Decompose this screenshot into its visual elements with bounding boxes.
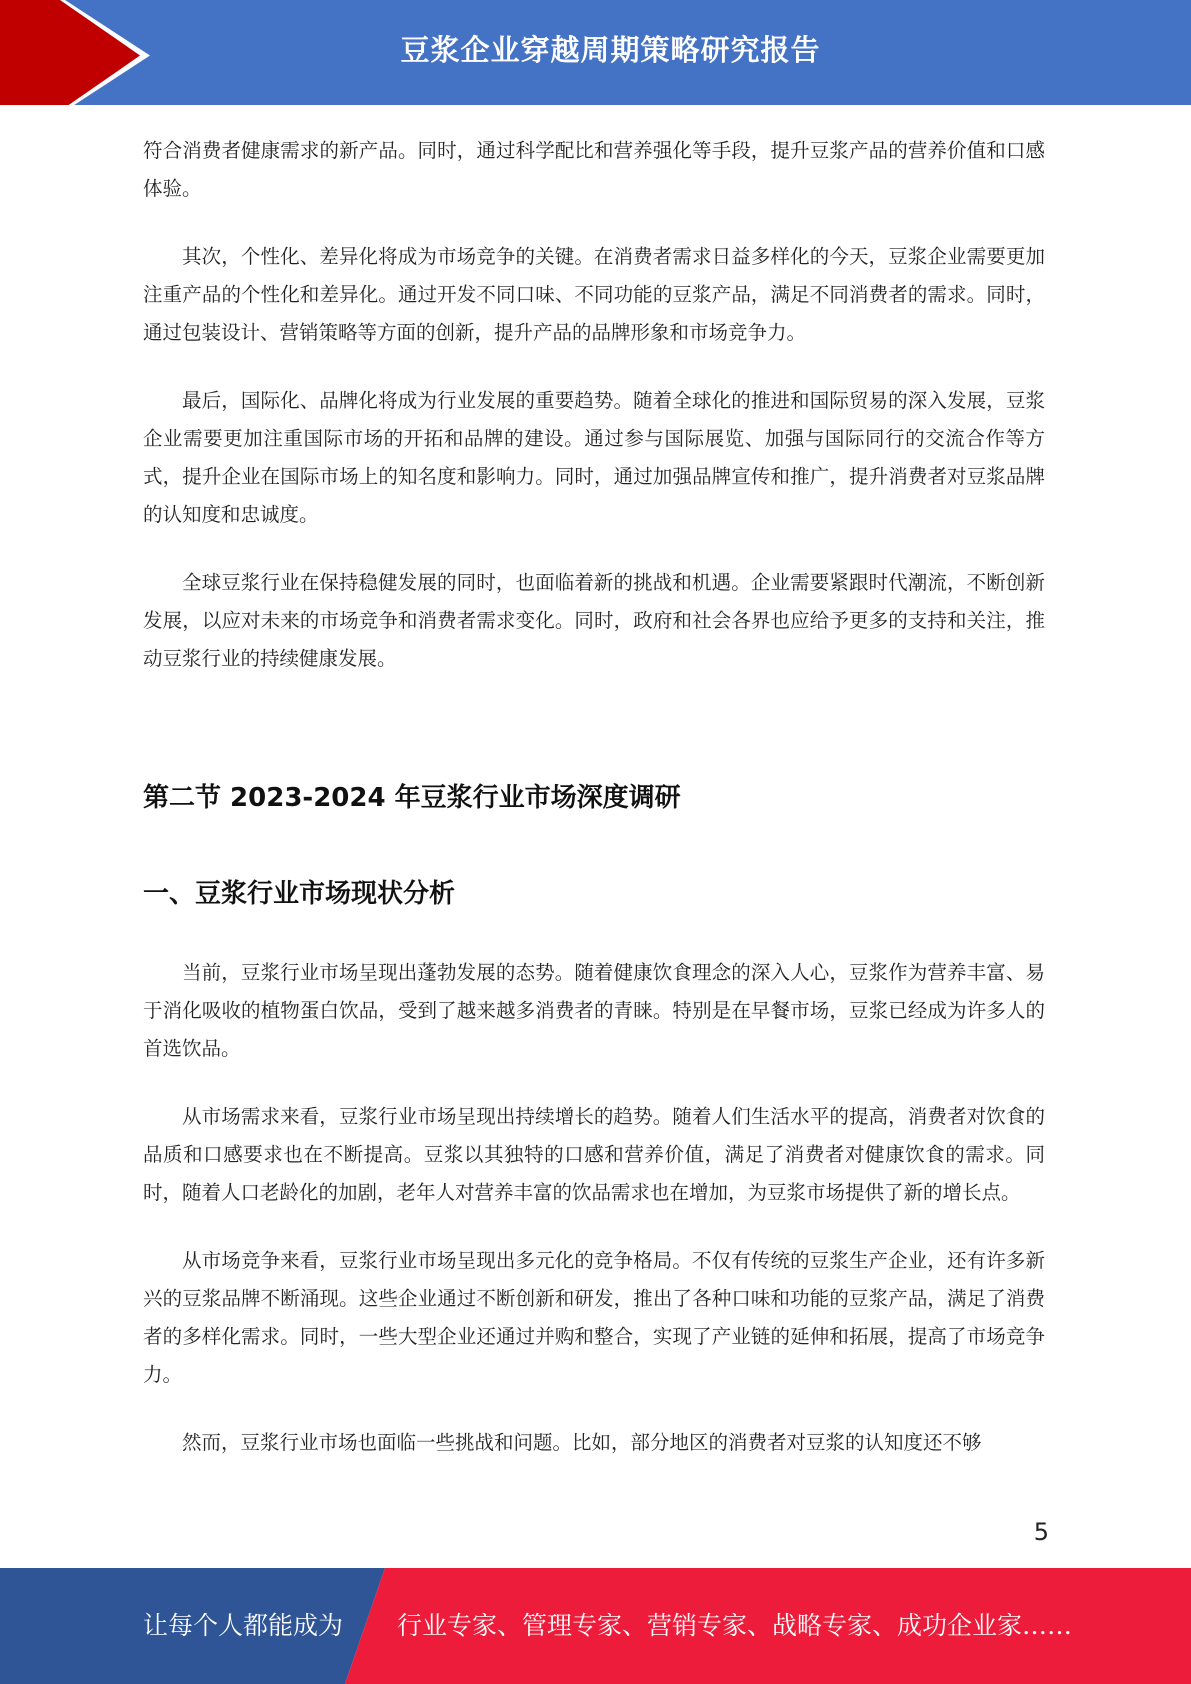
- page-header: [0, 0, 1191, 111]
- paragraph: 当前，豆浆行业市场呈现出蓬勃发展的态势。随着健康饮食理念的深入人心，豆浆作为营养丰富、易于消化吸收的植物蛋白饮品，受到了越来越多消费者的青睐。特别是在早餐市场，豆浆已经成为许多人的首选饮品。: [143, 961, 1045, 1060]
- document-body: [143, 132, 1045, 1492]
- paragraph: 最后，国际化、品牌化将成为行业发展的重要趋势。随着全球化的推进和国际贸易的深入发展，豆浆企业需要更加注重国际市场的开拓和品牌的建设。通过参与国际展览、加强与国际同行的交流合作等方式，提升企业在国际市场上的知名度和影响力。同时，通过加强品牌宣传和推广，提升消费者对豆浆品牌的认知度和忠诚度。: [143, 389, 1045, 526]
- paragraph: 其次，个性化、差异化将成为市场竞争的关键。在消费者需求日益多样化的今天，豆浆企业需要更加注重产品的个性化和差异化。通过开发不同口味、不同功能的豆浆产品，满足不同消费者的需求。同时，通过包装设计、营销策略等方面的创新，提升产品的品牌形象和市场竞争力。: [143, 245, 1045, 344]
- section-title: 第二节 2023-2024 年豆浆行业市场深度调研: [143, 783, 681, 813]
- paragraph: 然而，豆浆行业市场也面临一些挑战和问题。比如，部分地区的消费者对豆浆的认知度还不够: [182, 1431, 982, 1454]
- header-title: 豆浆企业穿越周期策略研究报告: [400, 33, 821, 67]
- footer-slogan-right: 行业专家、管理专家、营销专家、战略专家、成功企业家……: [397, 1611, 1073, 1640]
- page-footer: [0, 1568, 1191, 1684]
- page-number: 5: [1033, 1518, 1049, 1546]
- footer-slogan-left: 让每个人都能成为: [143, 1611, 344, 1640]
- paragraph: 从市场需求来看，豆浆行业市场呈现出持续增长的趋势。随着人们生活水平的提高，消费者对饮食的品质和口感要求也在不断提高。豆浆以其独特的口感和营养价值，满足了消费者对健康饮食的需求。同时，随着人口老龄化的加剧，老年人对营养丰富的饮品需求也在增加，为豆浆市场提供了新的增长点。: [143, 1105, 1045, 1204]
- paragraph: 全球豆浆行业在保持稳健发展的同时，也面临着新的挑战和机遇。企业需要紧跟时代潮流，不断创新发展，以应对未来的市场竞争和消费者需求变化。同时，政府和社会各界也应给予更多的支持和关注，推动豆浆行业的持续健康发展。: [143, 571, 1045, 670]
- paragraph: 从市场竞争来看，豆浆行业市场呈现出多元化的竞争格局。不仅有传统的豆浆生产企业，还有许多新兴的豆浆品牌不断涌现。这些企业通过不断创新和研发，推出了各种口味和功能的豆浆产品，满足了消费者的多样化需求。同时，一些大型企业还通过并购和整合，实现了产业链的延伸和拓展，提高了市场竞争力。: [143, 1249, 1045, 1386]
- paragraph: 符合消费者健康需求的新产品。同时，通过科学配比和营养强化等手段，提升豆浆产品的营养价值和口感体验。: [143, 139, 1045, 200]
- subsection-title: 一、豆浆行业市场现状分析: [143, 879, 456, 909]
